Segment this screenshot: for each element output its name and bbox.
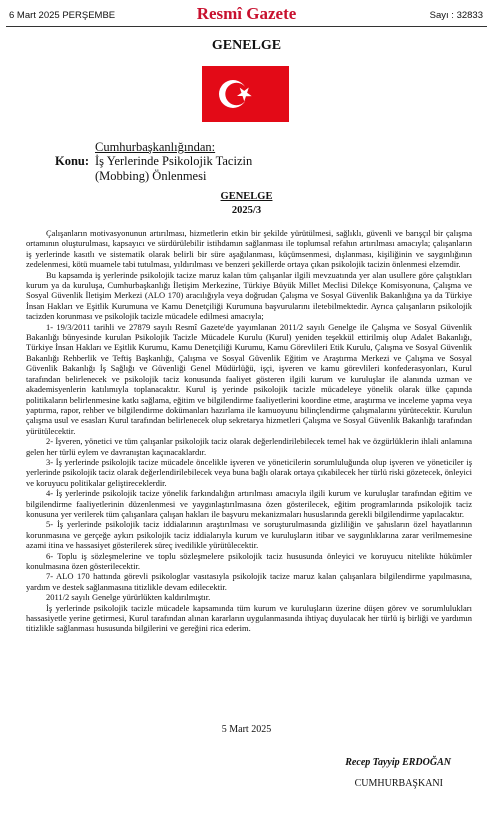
page-header — [0, 0, 493, 30]
gazette-title: Resmî Gazete — [196, 4, 297, 23]
body-paragraph: 5- İş yerlerinde psikolojik taciz iddialarının araştırılması ve soruşturulmasında gizliliğin ve şahısların özel hayatlarının korunmasına ve gerçeğe aykırı psikolojik taciz iddialarıyla kurum ve kuruluşların itibar ve saygınlıklarına zarar verilmemesine azami itina ve hassasiyet gösterilerek süreç ivedilikle yürütülecektir. — [26, 519, 472, 551]
subject-text — [95, 154, 252, 184]
turkish-flag-icon — [202, 66, 289, 122]
body-paragraph: İş yerlerinde psikolojik tacizle mücadele kapsamında tüm kurum ve kuruluşların üzerine düşen görev ve sorumlulukları hassasiyetle yerine getirmesi, Kurul tarafından alınan kararların uygulanmasında ihtiyaç duyulacak her türlü iş birliği ve yardımın titizlikle sağlanması hususunda bilgilerini ve gereğini rica ederim. — [26, 602, 472, 634]
header-divider — [6, 26, 487, 27]
document-type-heading: GENELGE — [211, 38, 282, 53]
signer-title: CUMHURBAŞKANI — [354, 778, 443, 789]
subject-label: Konu: — [55, 154, 90, 168]
body-paragraph: 7- ALO 170 hattında görevli psikologlar vasıtasıyla psikolojik tacize maruz kalan çalışanlara bilgilendirme yapılmasına, yardım ve destek sağlanmasına titizlikle devam edilecektir. — [26, 571, 472, 592]
document-body — [26, 228, 472, 634]
body-paragraph: 6- Toplu iş sözleşmelerine ve toplu sözleşmelere psikolojik taciz hususunda önleyici ve koruyucu nitelikte hükümler konulmasına özen gösterilecektir. — [26, 550, 472, 571]
circular-title: GENELGE — [220, 191, 273, 202]
subject-line-1: İş Yerlerinde Psikolojik Tacizin — [95, 154, 253, 168]
circular-number: 2025/3 — [231, 205, 262, 216]
body-paragraph: Bu kapsamda iş yerlerinde psikolojik tacize maruz kalan tüm çalışanlar ilgili mevzuatında yer alan usullere göre çalıştıkları kurum ya da kuruluşa, Cumhurbaşkanlığı İletişim Merkezine, Türkiye Büyük Millet Meclisi Dilekçe Komisyonuna, Çalışma ve Sosyal Güvenlik İletişim Merkezi (ALO 170) aracılığıyla veya doğrudan Çalışma ve Sosyal Güvenlik Bakanlığına ya da Türkiye İnsan Hakları ve Eşitlik Kurumuna ve Kamu Denetçiliği Kurumuna başvurularını iletebilmektedir. Ayrıca çalışanların psikolojik tacizden korunması ve psikolojik tacizle mücadele edilmesi amacıyla; — [26, 269, 472, 322]
issue-number: Sayı : 32833 — [429, 10, 483, 21]
body-paragraph: 1- 19/3/2011 tarihli ve 27879 sayılı Resmî Gazete'de yayımlanan 2011/2 sayılı Genelge ile Çalışma ve Sosyal Güvenlik Bakanlığı bünyesinde kurulan Psikolojik Tacizle Mücadele Kurulu (Kurul) yeniden teşekkül ettirilmiş olup Adalet Bakanlığı, Türkiye İnsan Hakları ve Eşitlik Kurumu, Kamu Denetçiliği Kurumu, Kamu Görevlileri Etik Kurulu, Çalışma ve Sosyal Güvenlik Bakanlığı Rehberlik ve Teftiş Başkanlığı, Çalışma ve Sosyal Güvenlik Eğitim ve Araştırma Merkezi ve Çalışma ve Sosyal Güvenlik Bakanlığı İş Sağlığı ve Güvenliği Genel Müdürlüğü, işçi, işveren ve kamu görevlileri konfederasyonları, Kurul tarafından belirlenecek ve psikolojik taciz konusunda faaliyet gösteren ilgili kurum ve kuruluşlar ile alanında uzman ve akademisyenlerin katılımıyla toplanacaktır. Kurul iş yerinde psikolojik tacizle mücadeleye yönelik olarak ülke çapında politikaların belirlenmesine katkı sağlama, eğitim ve bilgilendirme faaliyetlerini koordine etme, araştırma ve inceleme yapma veya yaptırma, rapor, rehber ve bilgilendirme dokümanları hazırlama ile kamuoyunu bilinçlendirme çalışmalarını yürütecektir. Kurulun çalışma usul ve esasları Kurul tarafından belirlenecek olup sekretarya hizmetleri Çalışma ve Sosyal Güvenlik Bakanlığı tarafından yürütülecektir. — [26, 321, 472, 436]
issuer-line: Cumhurbaşkanlığından: — [95, 140, 216, 154]
body-paragraph: 2011/2 sayılı Genelge yürürlükten kaldırılmıştır. — [46, 592, 211, 603]
body-paragraph: Çalışanların motivasyonunun artırılması, hizmetlerin etkin bir şekilde yürütülmesi, sağlıklı, güvenli ve barışçıl bir çalışma ortamının oluşturulması, kapsayıcı ve sürdürülebilir istihdamın sağlanması ile toplumsal refahın artırılması amacıyla; çalışanların iş yerlerinde kasıtlı ve sistematik olarak belirli bir süre aşağılanması, küçümsenmesi, dışlanması, kişiliğinin ve saygınlığının zedelenmesi, kötü muamele tabi tutulması, yıldırılması ve benzeri şekillerde ortaya çıkan psikolojik tacizin önlenmesi elzemdir. — [26, 228, 472, 270]
subject-line-2: (Mobbing) Önlenmesi — [95, 169, 207, 183]
body-paragraph: 2- İşveren, yönetici ve tüm çalışanlar psikolojik taciz olarak değerlendirilebilecek temel hak ve özgürlüklerin ihlali anlamına gelen her türlü eylem ve davranıştan kaçınacaklardır. — [26, 436, 472, 457]
body-paragraph: 4- İş yerlerinde psikolojik tacize yönelik farkındalığın artırılması amacıyla ilgili kurum ve kuruluşlar tarafından eğitim ve bilgilendirme faaliyetlerinin düzenlenmesi ve yaygınlaştırılmasına özen gösterilecek, eğitim programlarında psikolojik taciz konusuna yer verilerek tüm çalışanlara çalışan hakları ile başvuru mekanizmaları hususlarında gerekli bilgilendirme yapılacaktır. — [26, 488, 472, 519]
header-date: 6 Mart 2025 PERŞEMBE — [9, 10, 116, 21]
signature-date: 5 Mart 2025 — [221, 724, 272, 735]
signer-name: Recep Tayyip ERDOĞAN — [345, 757, 451, 768]
body-paragraph: 3- İş yerlerinde psikolojik tacize mücadele öncelikle işveren ve yöneticilerin sorumluluğunda olup işveren ve yöneticiler iş yerlerinde psikolojik taciz olarak değerlendirilebilecek veya buna bağlı olarak ortaya çıkabilecek her türlü riski gözetecek, önleyici ve koruyucu politikalar geliştireceklerdir. — [26, 456, 472, 488]
